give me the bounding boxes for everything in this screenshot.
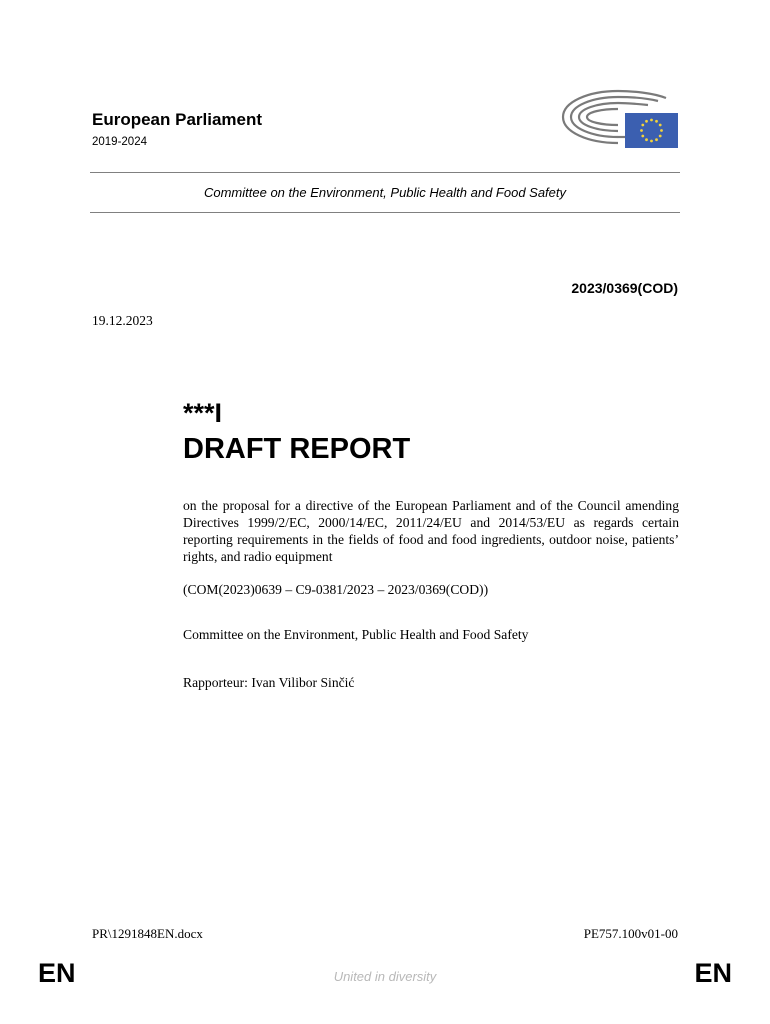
procedure-number: 2023/0369(COD) xyxy=(571,280,678,296)
institution-name: European Parliament xyxy=(92,110,263,129)
rapporteur: Rapporteur: Ivan Vilibor Sinčić xyxy=(183,675,355,690)
pe-number: PE757.100v01-00 xyxy=(583,926,678,941)
procedure-symbol: ***I xyxy=(183,398,223,428)
document-date: 19.12.2023 xyxy=(92,313,153,328)
header-divider-bottom xyxy=(90,212,680,213)
file-reference: PR\1291848EN.docx xyxy=(92,926,203,941)
european-parliament-emblem-icon xyxy=(558,84,680,150)
report-subject: on the proposal for a directive of the European Parliament and of the Council amending Directives 1999/2/EC, 2000/14/EC, 2011/24/EU and 2014/53/EU as regards certain reporting requirements in the fields of food and food ingredients, outdoor noise, patients’ rights, and radio equipment xyxy=(183,498,679,564)
eu-flag xyxy=(625,113,678,148)
parliamentary-term: 2019-2024 xyxy=(92,136,147,148)
motto: United in diversity xyxy=(333,969,437,984)
document-title: DRAFT REPORT xyxy=(183,433,411,465)
lead-committee: Committee on the Environment, Public Health and Food Safety xyxy=(183,627,529,642)
committee-header: Committee on the Environment, Public Health and Food Safety xyxy=(203,185,567,200)
header-divider-top xyxy=(90,172,680,173)
language-code-right: EN xyxy=(694,958,732,988)
language-code-left: EN xyxy=(38,958,76,988)
procedure-references: (COM(2023)0639 – C9-0381/2023 – 2023/0369(COD)) xyxy=(183,582,489,597)
